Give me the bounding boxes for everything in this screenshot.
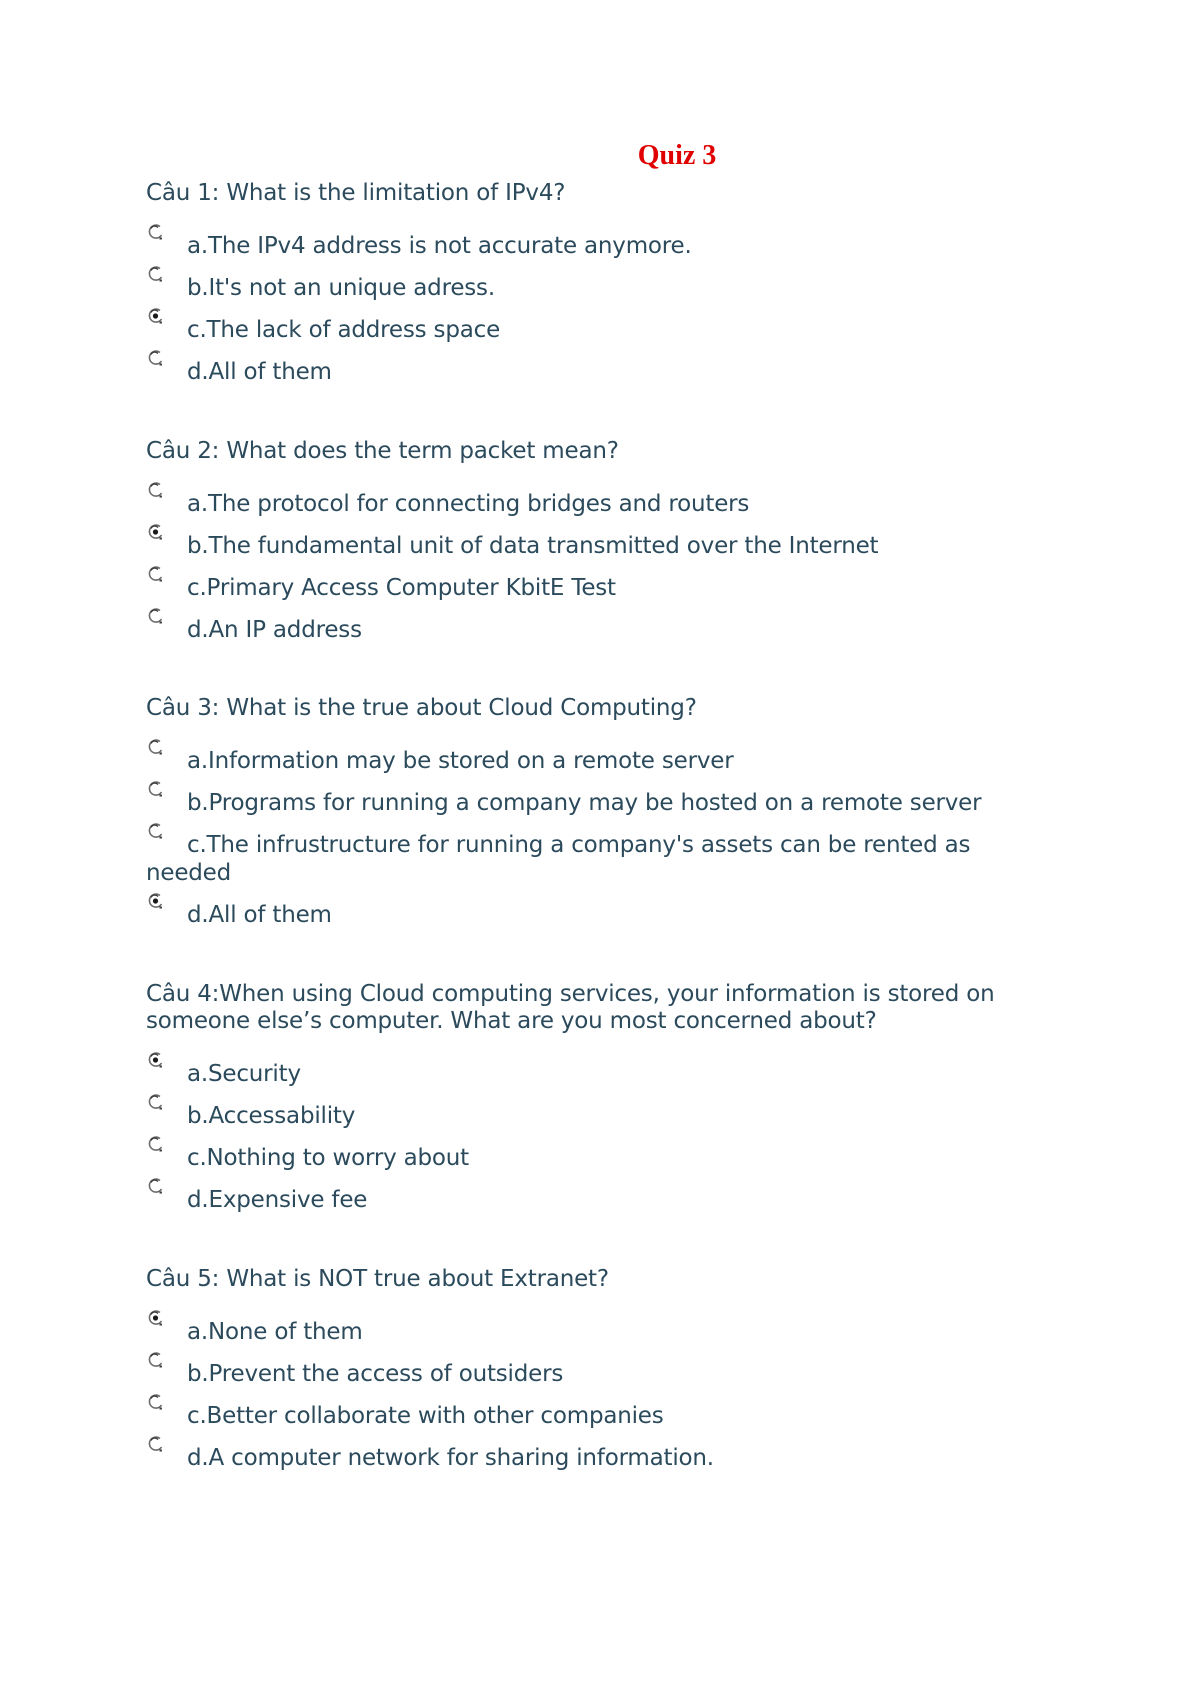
- radio-unselected-icon[interactable]: [146, 1350, 166, 1372]
- radio-unselected-icon[interactable]: [146, 264, 166, 286]
- option-5b[interactable]: [146, 1360, 1046, 1388]
- option-label: b.Programs for running a company may be hosted on a remote server: [187, 790, 982, 816]
- radio-unselected-icon[interactable]: [146, 222, 166, 244]
- option-1d[interactable]: [146, 358, 1046, 386]
- option-label: c.Better collaborate with other companies: [187, 1403, 664, 1429]
- radio-selected-icon[interactable]: [146, 522, 166, 544]
- option-2c[interactable]: [146, 574, 1046, 602]
- radio-unselected-icon[interactable]: [146, 1134, 166, 1156]
- option-label: c.The infrustructure for running a company's assets can be rented as needed: [146, 832, 971, 886]
- option-2d[interactable]: [146, 616, 1046, 644]
- option-label: b.The fundamental unit of data transmitted over the Internet: [187, 533, 879, 559]
- option-1a[interactable]: [146, 232, 1046, 260]
- radio-selected-icon[interactable]: [146, 306, 166, 328]
- radio-unselected-icon[interactable]: [146, 737, 166, 759]
- question-5: Câu 5: What is NOT true about Extranet?: [146, 1266, 609, 1292]
- option-3c[interactable]: [146, 831, 1046, 887]
- option-label: b.It's not an unique adress.: [187, 275, 495, 301]
- option-1b[interactable]: [146, 274, 1046, 302]
- option-4d[interactable]: [146, 1186, 1046, 1214]
- option-label: c.The lack of address space: [187, 317, 501, 343]
- option-4c[interactable]: [146, 1144, 1046, 1172]
- radio-selected-icon[interactable]: [146, 891, 166, 913]
- quiz-title: Quiz 3: [637, 140, 717, 171]
- option-5d[interactable]: [146, 1444, 1046, 1472]
- option-2a[interactable]: [146, 490, 1046, 518]
- option-5c[interactable]: [146, 1402, 1046, 1430]
- question-3: Câu 3: What is the true about Cloud Computing?: [146, 695, 697, 721]
- option-label: d.An IP address: [187, 617, 362, 643]
- option-4a[interactable]: [146, 1060, 1046, 1088]
- radio-unselected-icon[interactable]: [146, 1434, 166, 1456]
- option-label: d.All of them: [187, 359, 332, 385]
- radio-unselected-icon[interactable]: [146, 348, 166, 370]
- radio-selected-icon[interactable]: [146, 1308, 166, 1330]
- quiz-title-wrap: [146, 140, 1062, 172]
- option-label: a.The protocol for connecting bridges and routers: [187, 491, 750, 517]
- option-label: c.Nothing to worry about: [187, 1145, 469, 1171]
- radio-unselected-icon[interactable]: [146, 1176, 166, 1198]
- question-1: Câu 1: What is the limitation of IPv4?: [146, 180, 566, 206]
- option-label: a.Information may be stored on a remote server: [187, 748, 734, 774]
- question-2: Câu 2: What does the term packet mean?: [146, 438, 619, 464]
- radio-selected-icon[interactable]: [146, 1050, 166, 1072]
- radio-unselected-icon[interactable]: [146, 821, 166, 843]
- option-label: a.The IPv4 address is not accurate anymore.: [187, 233, 692, 259]
- radio-unselected-icon[interactable]: [146, 564, 166, 586]
- option-label: b.Accessability: [187, 1103, 356, 1129]
- option-2b[interactable]: [146, 532, 1046, 560]
- option-3d[interactable]: [146, 901, 1046, 929]
- question-4: Câu 4:When using Cloud computing services, your information is stored on someone else’s computer. What are you most concerned about?: [146, 981, 995, 1034]
- option-3a[interactable]: [146, 747, 1046, 775]
- option-label: b.Prevent the access of outsiders: [187, 1361, 564, 1387]
- option-label: d.A computer network for sharing information.: [187, 1445, 714, 1471]
- radio-unselected-icon[interactable]: [146, 606, 166, 628]
- option-label: d.All of them: [187, 902, 332, 928]
- option-label: c.Primary Access Computer KbitE Test: [187, 575, 616, 601]
- radio-unselected-icon[interactable]: [146, 1092, 166, 1114]
- option-5a[interactable]: [146, 1318, 1046, 1346]
- option-label: a.None of them: [187, 1319, 363, 1345]
- option-3b[interactable]: [146, 789, 1046, 817]
- option-1c[interactable]: [146, 316, 1046, 344]
- radio-unselected-icon[interactable]: [146, 480, 166, 502]
- option-label: a.Security: [187, 1061, 301, 1087]
- radio-unselected-icon[interactable]: [146, 779, 166, 801]
- radio-unselected-icon[interactable]: [146, 1392, 166, 1414]
- option-label: d.Expensive fee: [187, 1187, 368, 1213]
- option-4b[interactable]: [146, 1102, 1046, 1130]
